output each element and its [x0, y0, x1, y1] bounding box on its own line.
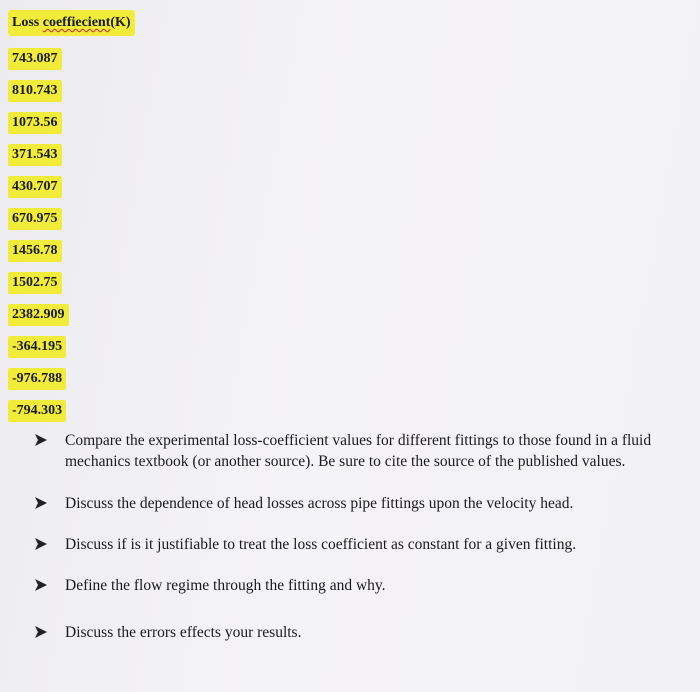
list-item: [34, 534, 686, 555]
list-item: [34, 493, 686, 514]
bullet-text: Discuss if is it justifiable to treat the loss coefficient as constant for a given fitting.: [65, 536, 577, 553]
arrow-bullet-icon: [34, 537, 48, 551]
bullet-text: Define the flow regime through the fitting and why.: [65, 577, 386, 594]
bullet-text: Compare the experimental loss-coefficient values for different fittings to those found in a fluid mechanics textbook (or another source). Be sure to cite the source of the published values.: [65, 432, 652, 470]
value-cell: 743.087: [8, 48, 62, 70]
value-cell: 430.707: [8, 176, 62, 198]
list-item: [34, 430, 686, 472]
value-cell: 371.543: [8, 144, 62, 166]
loss-coefficient-list: [8, 48, 69, 432]
value-cell: -976.788: [8, 368, 66, 390]
value-cell: 1456.78: [8, 240, 62, 262]
value-cell: -794.303: [8, 400, 66, 422]
question-list: [34, 430, 686, 643]
list-item: [34, 575, 686, 596]
misspelled-word: coeffiecient: [42, 15, 111, 30]
value-cell: 1502.75: [8, 272, 62, 294]
arrow-bullet-icon: [34, 496, 48, 510]
arrow-bullet-icon: [34, 625, 48, 639]
value-cell: 2382.909: [8, 304, 69, 326]
value-cell: 1073.56: [8, 112, 62, 134]
value-cell: -364.195: [8, 336, 66, 358]
value-cell: 670.975: [8, 208, 62, 230]
column-header: [8, 10, 135, 36]
header-suffix: (K): [110, 15, 131, 30]
bullet-text: Discuss the errors effects your results.: [65, 624, 302, 641]
arrow-bullet-icon: [34, 433, 48, 447]
arrow-bullet-icon: [34, 578, 48, 592]
list-item: [34, 622, 686, 643]
header-prefix: Loss: [12, 15, 43, 30]
bullet-text: Discuss the dependence of head losses across pipe fittings upon the velocity head.: [65, 495, 574, 512]
value-cell: 810.743: [8, 80, 62, 102]
